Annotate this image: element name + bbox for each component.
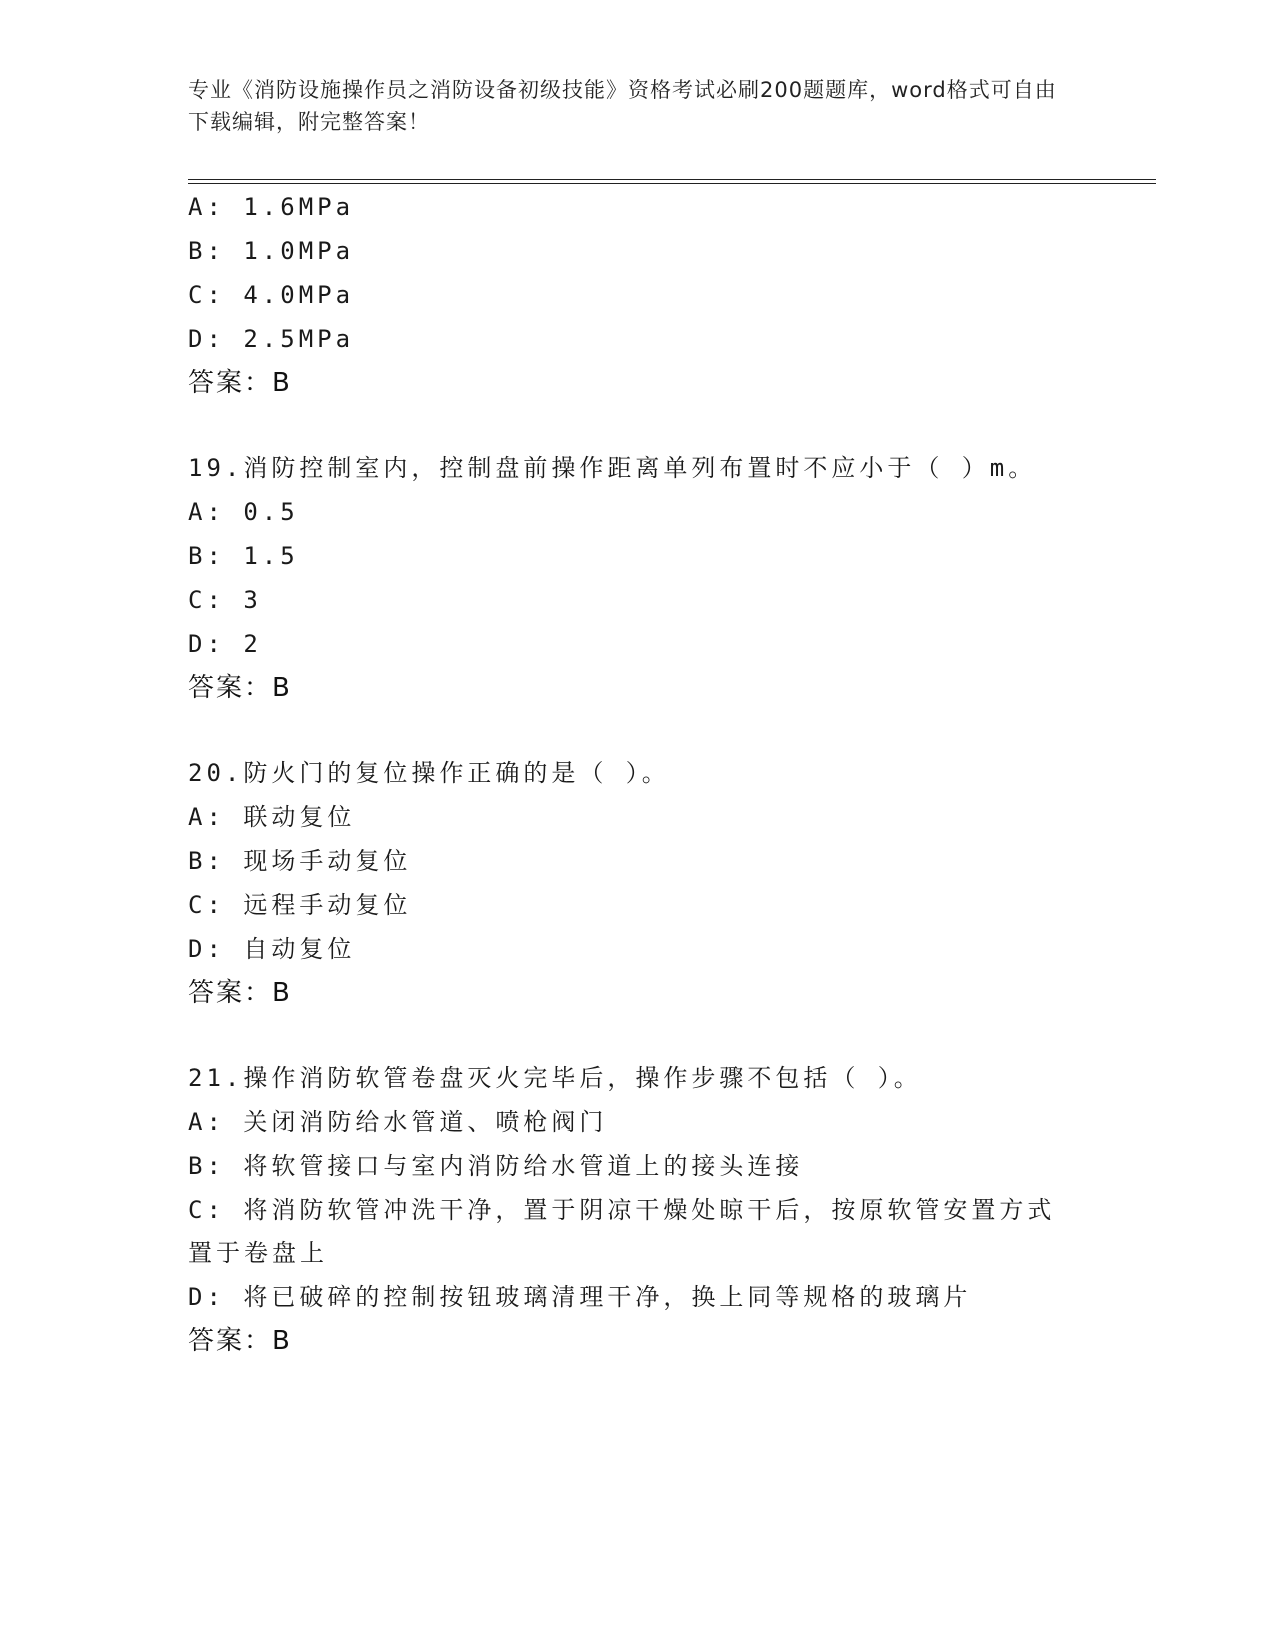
q19-option-d: D: 2: [188, 630, 262, 658]
q21-option-c-continued: 置于卷盘上: [188, 1239, 328, 1267]
q20-answer: 答案：B: [188, 978, 292, 1008]
q21-option-c: C: 将消防软管冲洗干净，置于阴凉干燥处晾干后，按原软管安置方式: [188, 1196, 1056, 1224]
q18-option-b: B: 1.0MPa: [188, 237, 355, 265]
q21-answer: 答案：B: [188, 1326, 292, 1356]
header-divider-top: [188, 179, 1156, 180]
q21-question: 21.操作消防软管卷盘灭火完毕后，操作步骤不包括（ ）。: [188, 1064, 922, 1092]
q21-option-b: B: 将软管接口与室内消防给水管道上的接头连接: [188, 1152, 804, 1180]
q20-option-c: C: 远程手动复位: [188, 891, 412, 919]
q18-option-d: D: 2.5MPa: [188, 325, 355, 353]
q21-option-d: D: 将已破碎的控制按钮玻璃清理干净，换上同等规格的玻璃片: [188, 1283, 972, 1311]
q19-answer: 答案：B: [188, 673, 292, 703]
q19-option-b: B: 1.5: [188, 542, 299, 570]
q20-question: 20.防火门的复位操作正确的是（ ）。: [188, 759, 670, 787]
q21-option-a: A: 关闭消防给水管道、喷枪阀门: [188, 1108, 608, 1136]
q20-option-a: A: 联动复位: [188, 803, 356, 831]
header-divider-bottom: [188, 183, 1156, 184]
q19-question: 19.消防控制室内，控制盘前操作距离单列布置时不应小于（ ）m。: [188, 454, 1037, 482]
q18-option-a: A: 1.6MPa: [188, 193, 355, 221]
q19-option-c: C: 3: [188, 586, 262, 614]
q18-answer: 答案：B: [188, 368, 292, 398]
document-header: 专业《消防设施操作员之消防设备初级技能》资格考试必刷200题题库，word格式可自由下载编辑，附完整答案！: [188, 78, 1057, 134]
q20-option-d: D: 自动复位: [188, 935, 356, 963]
q18-option-c: C: 4.0MPa: [188, 281, 355, 309]
q20-option-b: B: 现场手动复位: [188, 847, 412, 875]
q19-option-a: A: 0.5: [188, 498, 299, 526]
